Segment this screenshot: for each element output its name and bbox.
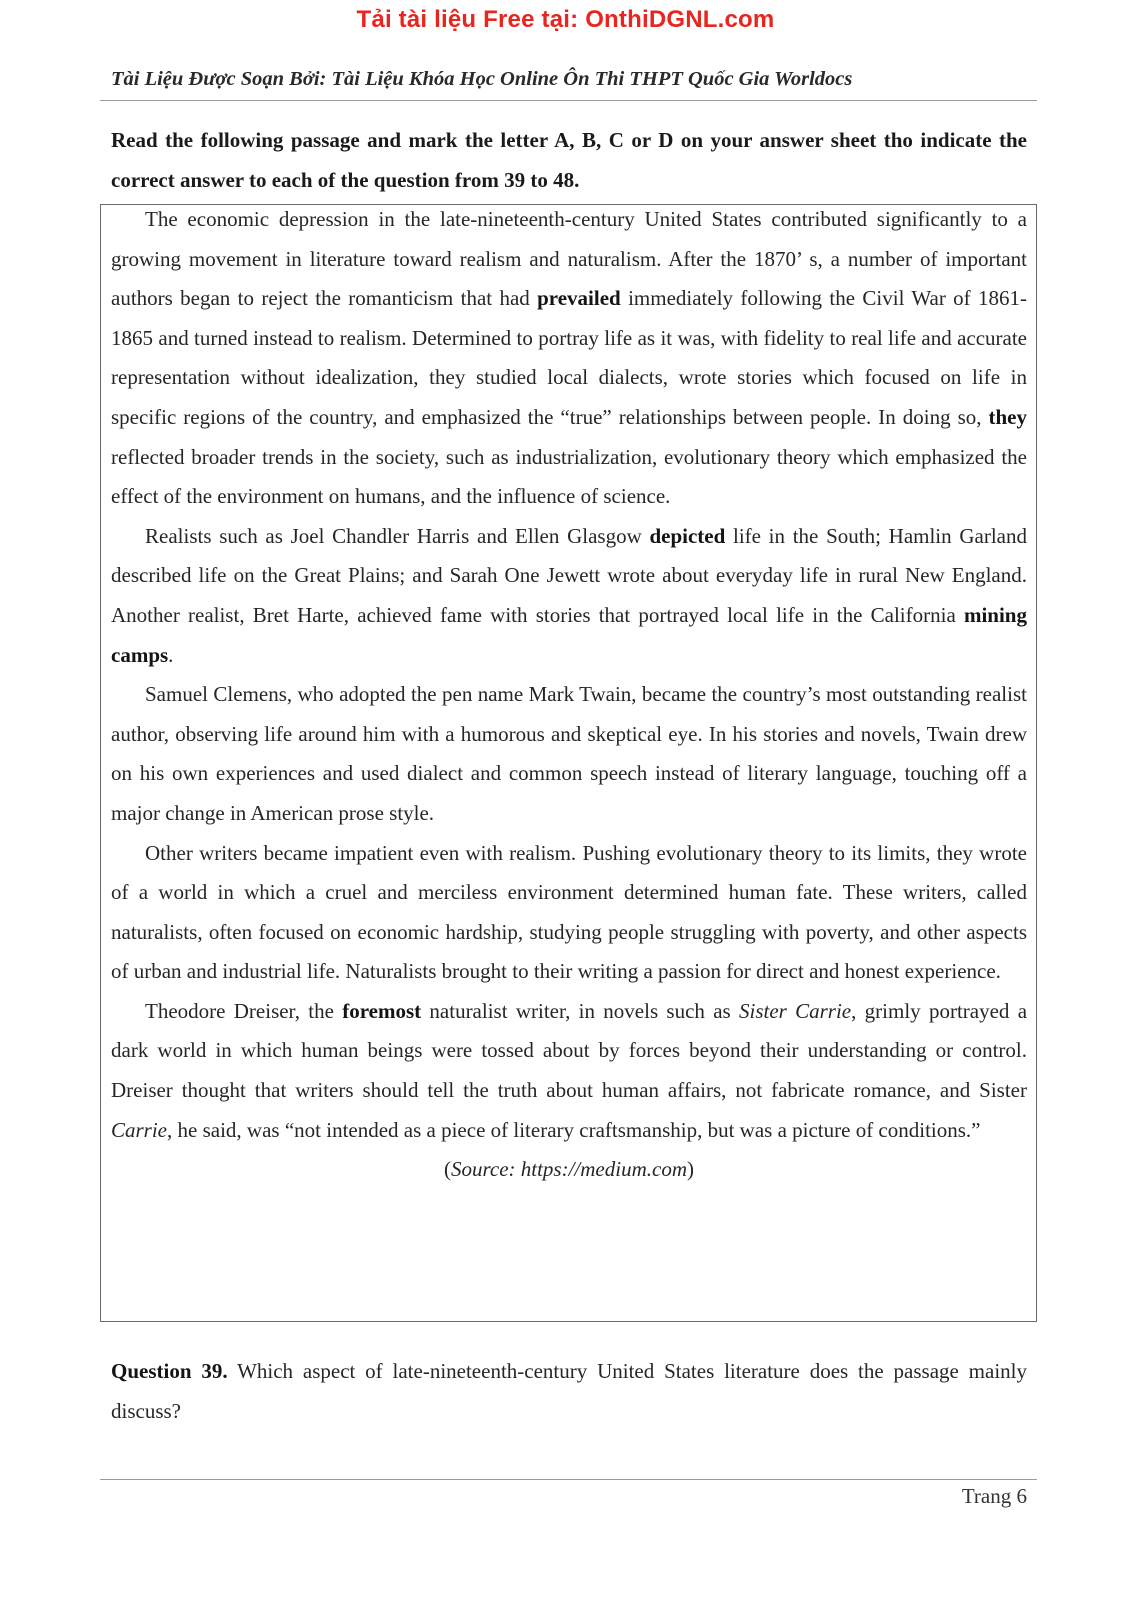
highlight-depicted: depicted [649,523,726,548]
highlight-they: they [988,404,1027,429]
paragraph-5: Theodore Dreiser, the foremost naturalist writer, in novels such as Sister Carrie, grimly portrayed a dark world in which human beings were tossed about by forces beyond their understanding or control. Dreiser thought that writers should tell the truth about human affairs, not fabricate romance, and Sister Carrie, he said, was “not intended as a piece of literary craftsmanship, but was a picture of conditions.” [111,998,1028,1142]
question-39 [111,1351,1027,1431]
passage-source: (Source: https://medium.com) [443,1157,694,1182]
highlight-mining-camps: mining camps [111,602,1027,667]
book-title: Sister Carrie [738,998,852,1023]
page-header: Tài Liệu Được Soạn Bởi: Tài Liệu Khóa Học Online Ôn Thi THPT Quốc Gia Worldocs [111,68,853,90]
instructions: Read the following passage and mark the letter A, B, C or D on your answer sheet tho indicate the correct answer to each of the question from 39 to 48. [111,128,1027,192]
page-number: Trang 6 [961,1484,1027,1508]
paragraph-2: Realists such as Joel Chandler Harris and Ellen Glasgow depicted life in the South; Hamlin Garland described life on the Great Plains; and Sarah One Jewett wrote about everyday life in rural New England. Another realist, Bret Harte, achieved fame with stories that portrayed local life in the California mining camps. [111,523,1027,667]
book-title-carrie: Carrie [111,1117,168,1142]
question-text: Which aspect of late-nineteenth-century United States literature does the passage mainly discuss? [111,1359,1027,1423]
paragraph-3: Samuel Clemens, who adopted the pen name Mark Twain, became the country’s most outstanding realist author, observing life around him with a humorous and skeptical eye. In his stories and novels, Twain drew on his own experiences and used dialect and common speech instead of literary language, touching off a major change in American prose style. [111,682,1027,825]
header-divider [100,100,1037,101]
reading-passage [111,200,1027,1190]
paragraph-1: The economic depression in the late-nineteenth-century United States contributed significantly to a growing movement in literature toward realism and naturalism. After the 1870’ s, a number of important authors began to reject the romanticism that had prevailed immediately following the Civil War of 1861-1865 and turned instead to realism. Determined to portray life as it was, with fidelity to real life and accurate representation without idealization, they studied local dialects, wrote stories which focused on life in specific regions of the country, and emphasized the “true” relationships between people. In doing so, they reflected broader trends in the society, such as industrialization, evolutionary theory which emphasized the effect of the environment on humans, and the influence of science. [111,207,1027,509]
question-label: Question 39. [111,1359,228,1383]
highlight-foremost: foremost [342,998,422,1023]
footer-divider [100,1479,1037,1480]
download-banner[interactable]: Tải tài liệu Free tại: OnthiDGNL.com [356,6,775,33]
highlight-prevailed: prevailed [537,286,621,311]
source-label: Source: https://medium.com [450,1157,687,1182]
paragraph-4: Other writers became impatient even with realism. Pushing evolutionary theory to its limits, they wrote of a world in which a cruel and merciless environment determined human fate. These writers, called naturalists, often focused on economic hardship, studying people struggling with poverty, and other aspects of urban and industrial life. Naturalists brought to their writing a passion for direct and honest experience. [111,840,1027,984]
